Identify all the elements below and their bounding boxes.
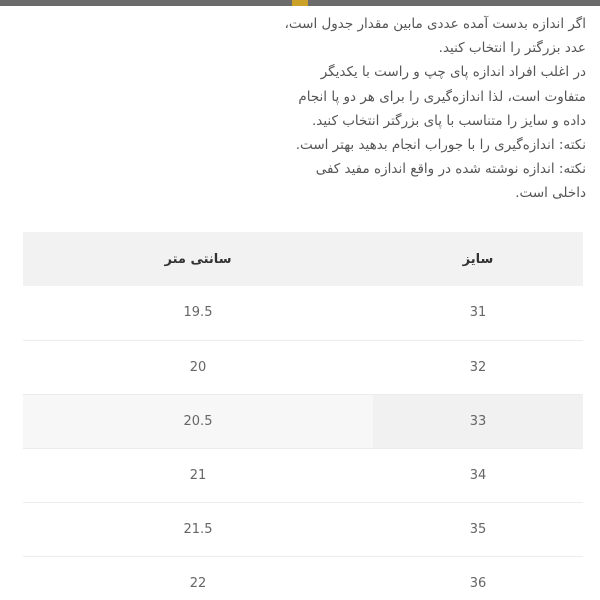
- cm-cell: 20: [23, 340, 373, 394]
- table-header-row: [23, 232, 583, 286]
- table-row: [23, 394, 583, 448]
- instruction-line: در اغلب افراد اندازه پای چپ و راست با یکدیگر: [320, 64, 586, 81]
- size-guide-instructions: [284, 12, 586, 206]
- instruction-line: داده و سایز را متناسب با پای بزرگتر انتخاب کنید.: [311, 112, 586, 129]
- table-row: [23, 286, 583, 340]
- size-cell: 33: [373, 394, 583, 448]
- instruction-line: داخلی است.: [515, 185, 586, 202]
- cm-cell: 22: [23, 556, 373, 600]
- instruction-line: نکته: اندازه‌گیری را با جوراب انجام بدهید بهتر است.: [295, 137, 586, 154]
- table-row: [23, 556, 583, 600]
- header-logo-fragment: [292, 0, 308, 6]
- size-cell: 36: [373, 556, 583, 600]
- instruction-line: نکته: اندازه نوشته شده در واقع اندازه مفید کفی: [315, 161, 586, 178]
- cm-cell: 21.5: [23, 502, 373, 556]
- instruction-line: متفاوت است، لذا اندازه‌گیری را برای هر دو پا انجام: [298, 88, 586, 105]
- size-cell: 34: [373, 448, 583, 502]
- table-row: [23, 448, 583, 502]
- top-header-strip: [0, 0, 600, 6]
- size-cell: 35: [373, 502, 583, 556]
- header-size: سایز: [373, 232, 583, 286]
- size-chart-table: [23, 232, 583, 600]
- size-cell: 31: [373, 286, 583, 340]
- instruction-line: عدد بزرگتر را انتخاب کنید.: [438, 40, 586, 57]
- cm-cell: 20.5: [23, 394, 373, 448]
- instruction-line: اگر اندازه بدست آمده عددی مابین مقدار جدول است،: [284, 16, 586, 32]
- table-row: [23, 502, 583, 556]
- table-row: [23, 340, 583, 394]
- header-centimeter: سانتی متر: [23, 232, 373, 286]
- cm-cell: 19.5: [23, 286, 373, 340]
- cm-cell: 21: [23, 448, 373, 502]
- size-cell: 32: [373, 340, 583, 394]
